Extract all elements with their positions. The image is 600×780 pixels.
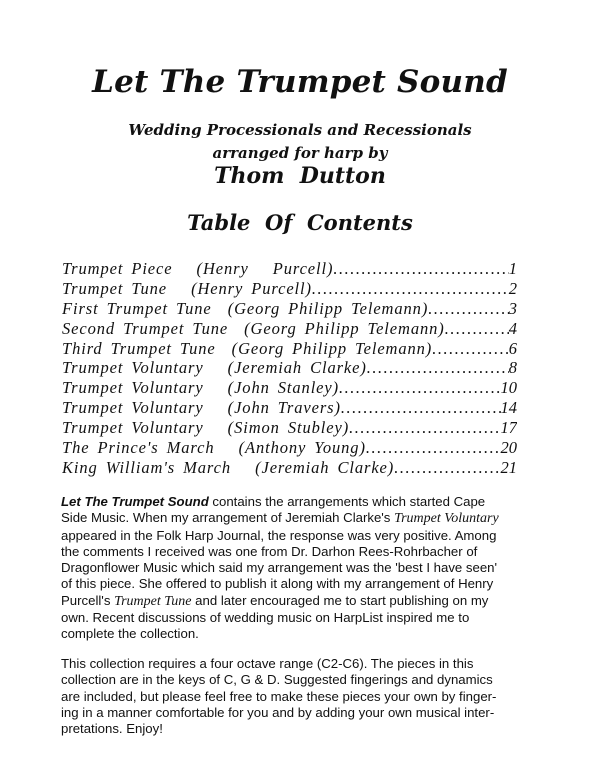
toc-entry: Trumpet Voluntary (Simon Stubley) (62, 418, 350, 438)
piece-title-inline: Trumpet Tune (114, 593, 192, 609)
toc-entry: Third Trumpet Tune (Georg Philipp Telemann) (62, 338, 433, 358)
toc-entry: The Prince's March (Anthony Young) (62, 438, 366, 458)
toc-page-number: 2 (508, 278, 517, 298)
toc-leader-dots (428, 299, 509, 319)
paragraph-line: the comments I received was one from Dr. Darhon Rees-Rohrbacher of (61, 543, 478, 559)
toc-row (62, 279, 517, 299)
toc-page-number: 4 (508, 318, 517, 338)
toc-entry: Trumpet Voluntary (John Stanley) (62, 378, 340, 398)
paragraph-line: This collection requires a four octave range (C2-C6). The pieces in this (61, 656, 474, 671)
toc-leader-dots (312, 279, 509, 299)
paragraph-text: and later encouraged me to start publishing on my (191, 592, 489, 608)
toc-row (62, 299, 517, 319)
toc-leader-dots (394, 458, 500, 478)
toc-leader-dots (339, 378, 500, 398)
paragraph-line: complete the collection. (61, 626, 199, 642)
toc-row (62, 418, 517, 438)
paragraph-line: own. Recent discussions of wedding music on HarpList inspired me to (61, 610, 470, 626)
paragraph-line: pretations. Enjoy! (61, 721, 163, 737)
paragraph-line (61, 593, 543, 610)
subtitle-line-1: Wedding Processionals and Recessionals (128, 121, 472, 139)
toc-heading: Table Of Contents (187, 210, 413, 235)
requirements-paragraph (61, 656, 543, 737)
paragraph-line: collection are in the keys of C, G & D. Suggested fingerings and dynamics (61, 672, 493, 688)
paragraph-text: Side Music. When my arrangement of Jeremiah Clarke's (61, 510, 395, 526)
paragraph-text: Purcell's (61, 592, 115, 608)
toc-page-number: 10 (500, 378, 517, 398)
toc-page-number: 21 (500, 457, 517, 477)
paragraph-line (61, 494, 543, 510)
table-of-contents (62, 259, 517, 478)
toc-row (62, 358, 517, 378)
author-name: Thom Dutton (214, 163, 386, 189)
toc-row (62, 398, 517, 418)
collection-title-inline: Let The Trumpet Sound (61, 494, 209, 509)
toc-leader-dots (445, 319, 509, 339)
toc-row (62, 438, 517, 458)
toc-page-number: 14 (500, 398, 517, 418)
toc-row (62, 458, 517, 478)
toc-page-number: 3 (508, 298, 517, 318)
toc-entry: King William's March (Jeremiah Clarke) (62, 457, 395, 477)
toc-page-number: 20 (500, 438, 517, 458)
toc-leader-dots (367, 358, 509, 378)
page-title: Let The Trumpet Sound (92, 64, 508, 100)
piece-title-inline: Trumpet Voluntary (394, 511, 499, 527)
subtitle-line-2: arranged for harp by (212, 144, 388, 162)
toc-page-number: 8 (508, 358, 517, 378)
paragraph-line: of this piece. She offered to publish it along with my arrangement of Henry (61, 576, 494, 592)
toc-row (62, 259, 517, 279)
paragraph-text: contains the arrangements which started Cape (208, 494, 486, 509)
toc-entry: Trumpet Piece (Henry Purcell) (62, 259, 334, 278)
paragraph-line: ing in a manner comfortable for you and by adding your own musical inter- (61, 704, 495, 720)
toc-entry: Second Trumpet Tune (Georg Philipp Telemann) (62, 318, 445, 338)
toc-entry: Trumpet Voluntary (Jeremiah Clarke) (62, 358, 367, 378)
toc-leader-dots (341, 398, 501, 418)
toc-row (62, 319, 517, 339)
intro-paragraph (61, 494, 543, 643)
toc-row (62, 378, 517, 398)
toc-leader-dots (333, 259, 508, 279)
paragraph-line (61, 510, 543, 527)
toc-leader-dots (432, 339, 509, 359)
toc-entry: First Trumpet Tune (Georg Philipp Telemann) (62, 298, 429, 318)
toc-page-number: 1 (508, 259, 517, 278)
paragraph-line: appeared in the Folk Harp Journal, the response was very positive. Among (61, 527, 497, 543)
paragraph-line: Dragonflower Music which said my arrangement was the 'best I have seen' (61, 560, 498, 576)
toc-leader-dots (349, 418, 500, 438)
paragraph-line: are included, but please feel free to make these pieces your own by finger- (61, 688, 497, 704)
toc-row (62, 339, 517, 359)
toc-leader-dots (366, 438, 501, 458)
toc-page-number: 17 (500, 418, 517, 438)
toc-entry: Trumpet Voluntary (John Travers) (62, 398, 341, 418)
toc-entry: Trumpet Tune (Henry Purcell) (62, 278, 312, 298)
toc-page-number: 6 (508, 338, 517, 358)
